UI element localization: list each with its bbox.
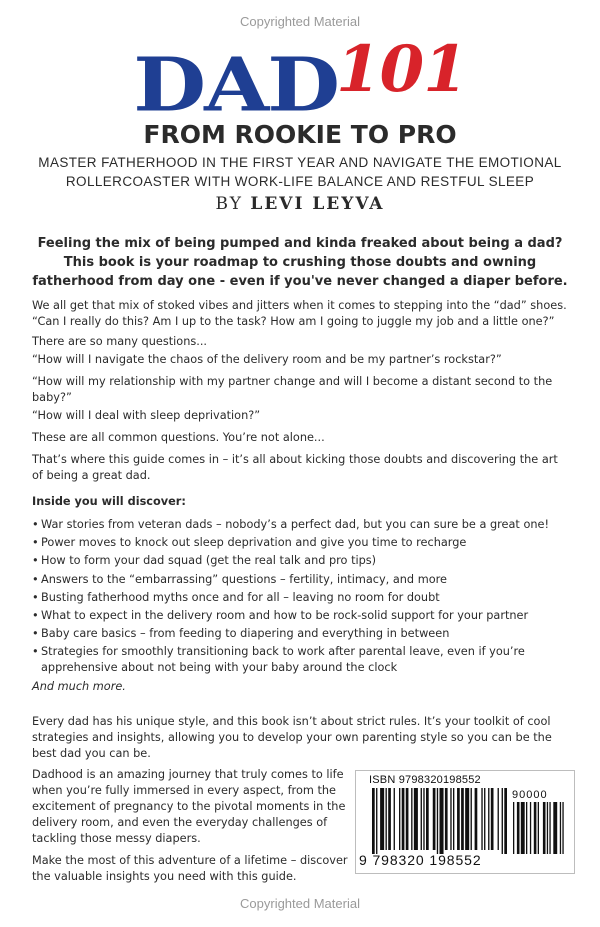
barcode-bar [440, 788, 444, 854]
addon-bar [521, 802, 525, 854]
addon-bar [534, 802, 537, 854]
addon-bar [526, 802, 527, 854]
guide-intro: That’s where this guide comes in – it’s all about kicking those doubts and discovering the art of being a great dad. [32, 453, 558, 482]
barcode-bar [376, 788, 377, 854]
barcode-bar [465, 788, 469, 850]
barcode-bar [475, 788, 478, 850]
addon-bar [530, 802, 531, 854]
barcode-bar [433, 788, 436, 850]
barcode-bar [388, 788, 391, 850]
barcode-bar [380, 788, 384, 850]
intro-paragraph: We all get that mix of stoked vibes and jitters when it comes to stepping into the “dad” shoes. “Can I really do this? Am I up to the task? How am I going to juggle my job and a little one?” [32, 299, 567, 328]
addon-bar [538, 802, 539, 854]
barcode-bar [453, 788, 454, 850]
barcode-bar [402, 788, 405, 850]
title-101: 101 [336, 32, 467, 107]
list-item: • War stories from veteran dads – nobody’s a perfect dad, but you can sure be a great one! [32, 517, 577, 533]
list-item: • What to expect in the delivery room and how to be rock-solid support for your partner [32, 608, 577, 624]
list-item: • Power moves to knock out sleep deprivation and give you time to recharge [32, 535, 577, 551]
barcode-bar [372, 788, 375, 854]
addon-bar [553, 802, 557, 854]
barcode-bar [406, 788, 409, 850]
barcode-bar [502, 788, 503, 854]
subtitle: FROM ROOKIE TO PRO [143, 120, 457, 149]
barcode-bar [484, 788, 485, 850]
barcode-bar [457, 788, 460, 850]
question-sleep: “How will I deal with sleep deprivation?” [32, 409, 261, 422]
closing-paragraph-3: Make the most of this adventure of a lifetime – discover the valuable insights you need with this guide. [32, 854, 348, 883]
tagline: MASTER FATHERHOOD IN THE FIRST YEAR AND NAVIGATE THE EMOTIONAL ROLLERCOASTER WITH WORK-LIFE BALANCE AND RESTFUL SLEEP [38, 155, 562, 189]
discover-list [32, 517, 577, 679]
closing-paragraph-1: Every dad has his unique style, and this book isn’t about strict rules. It’s your toolkit of cool strategies and insights, allowing you to develop your own parenting style so you can be the best dad you can be. [32, 715, 552, 760]
list-item: • Answers to the “embarrassing” questions – fertility, intimacy, and more [32, 572, 577, 588]
question-delivery: “How will I navigate the chaos of the delivery room and be my partner’s rockstar?” [32, 353, 502, 366]
addon-bar [547, 802, 548, 854]
list-item: • Busting fatherhood myths once and for all – leaving no room for doubt [32, 590, 577, 606]
barcode-bar [426, 788, 429, 850]
question-relationship: “How will my relationship with my partner change and will I become a distant second to the baby?” [32, 375, 553, 404]
common-questions: These are all common questions. You’re not alone... [32, 431, 325, 444]
addon-bar [562, 802, 563, 854]
byline-prefix: BY [215, 194, 243, 214]
barcode-bar [421, 788, 422, 850]
questions-intro: There are so many questions... [32, 335, 208, 348]
barcode-bar [450, 788, 451, 850]
barcode-bar [386, 788, 387, 850]
barcode-bar [394, 788, 395, 850]
isbn-digits: 9 798320 198552 [359, 852, 482, 868]
isbn-barcode [355, 770, 575, 874]
price-code: 90000 [512, 789, 548, 801]
addon-bar [543, 802, 546, 854]
barcode-bar [504, 788, 507, 854]
barcode-bar [445, 788, 448, 850]
addon-bar [560, 802, 561, 854]
barcode-bar [488, 788, 489, 850]
isbn-label: ISBN 9798320198552 [369, 774, 481, 786]
list-item: • Baby care basics – from feeding to diapering and everything in between [32, 626, 577, 642]
book-title [0, 32, 600, 129]
hook-paragraph: Feeling the mix of being pumped and kinda freaked about being a dad? This book is your roadmap to crushing those doubts and owning fatherhood from day one - even if you've never changed a diaper before. [32, 236, 568, 289]
addon-bar [549, 802, 550, 854]
watermark-top: Copyrighted Material [240, 14, 360, 29]
and-much-more: And much more. [32, 680, 126, 693]
watermark-bottom: Copyrighted Material [240, 896, 360, 911]
barcode-bar [399, 788, 400, 850]
author-name: LEVI LEYVA [250, 194, 385, 214]
barcode-bar [423, 788, 424, 850]
barcode-bar [437, 788, 438, 854]
barcode-bar [411, 788, 412, 850]
barcode-bar [481, 788, 482, 850]
list-item: • How to form your dad squad (get the real talk and pro tips) [32, 553, 577, 569]
byline [0, 194, 600, 214]
list-item: • Strategies for smoothly transitioning back to work after parental leave, even if you’re apprehensive about not being with your baby around the clock [32, 644, 577, 676]
list-heading: Inside you will discover: [32, 495, 186, 508]
addon-bar [517, 802, 520, 854]
addon-bar [513, 802, 514, 854]
barcode-bar [414, 788, 418, 850]
barcode-bar [461, 788, 464, 850]
barcode-bar [498, 788, 499, 850]
barcode-bar [471, 788, 472, 850]
barcode-bar [491, 788, 494, 850]
title-dad: DAD [133, 41, 339, 129]
closing-paragraph-2: Dadhood is an amazing journey that truly comes to life when you’re fully immersed in every aspect, from the excitement of pregnancy to the pivotal moments in the delivery room, and even the everyday challenges of tackling those messy diapers. [32, 768, 346, 845]
